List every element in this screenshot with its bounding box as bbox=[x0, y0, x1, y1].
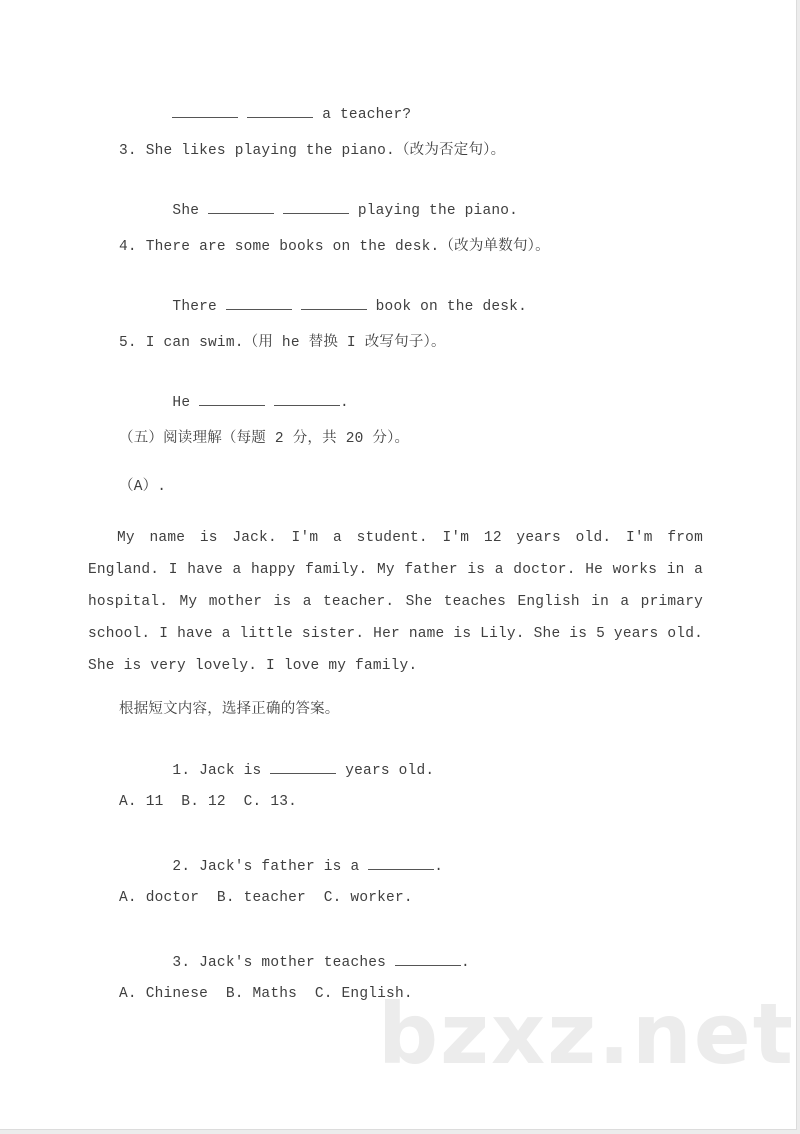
answer-blank[interactable] bbox=[283, 202, 349, 214]
q2-answer-text: a teacher? bbox=[313, 107, 412, 123]
answer-blank[interactable] bbox=[247, 106, 313, 118]
answer-blank[interactable] bbox=[226, 298, 292, 310]
q4-answer-suffix: book on the desk. bbox=[366, 299, 527, 315]
answer-blank[interactable] bbox=[301, 298, 367, 310]
answer-blank[interactable] bbox=[208, 202, 274, 214]
reading-instruction: 根据短文内容，选择正确的答案。 bbox=[119, 702, 340, 718]
answer-blank[interactable] bbox=[270, 762, 336, 774]
question-3-rewrite: 3. She likes playing the piano.（改为否定句）。 bbox=[119, 143, 506, 159]
reading-question-2-options: A. doctor B. teacher C. worker. bbox=[119, 890, 413, 906]
question-stem-end: years old. bbox=[336, 763, 435, 779]
reading-question-2 bbox=[119, 842, 443, 891]
q2-answer-line bbox=[119, 90, 411, 139]
question-stem: 2. Jack's father is a bbox=[172, 859, 369, 875]
answer-blank[interactable] bbox=[199, 394, 265, 406]
q5-answer-prefix: He bbox=[172, 395, 200, 411]
reading-question-1-options: A. 11 B. 12 C. 13. bbox=[119, 794, 298, 810]
q3-answer-line bbox=[119, 186, 518, 235]
reading-question-3-options: A. Chinese B. Maths C. English. bbox=[119, 986, 413, 1002]
answer-blank[interactable] bbox=[368, 858, 434, 870]
q4-answer-line bbox=[119, 282, 527, 331]
answer-blank[interactable] bbox=[172, 106, 238, 118]
reading-question-3 bbox=[119, 938, 470, 987]
answer-blank[interactable] bbox=[274, 394, 340, 406]
reading-question-1 bbox=[119, 746, 434, 795]
question-5-rewrite: 5. I can swim.（用 he 替换 I 改写句子）。 bbox=[119, 335, 446, 351]
question-stem-end: . bbox=[434, 859, 444, 875]
q5-answer-line bbox=[119, 378, 349, 427]
section-heading: （五）阅读理解（每题 2 分，共 20 分）。 bbox=[119, 431, 410, 447]
question-stem: 3. Jack's mother teaches bbox=[172, 955, 395, 971]
q3-answer-suffix: playing the piano. bbox=[348, 203, 519, 219]
q5-answer-suffix: . bbox=[340, 395, 349, 411]
watermark: bzxz.net bbox=[378, 985, 795, 1083]
question-4-rewrite: 4. There are some books on the desk.（改为单数句）。 bbox=[119, 239, 550, 255]
question-stem: 1. Jack is bbox=[172, 763, 271, 779]
answer-blank[interactable] bbox=[395, 954, 461, 966]
subsection-label: （A）. bbox=[119, 479, 167, 495]
q4-answer-prefix: There bbox=[172, 299, 226, 315]
question-stem-end: . bbox=[460, 955, 470, 971]
q3-answer-prefix: She bbox=[172, 203, 209, 219]
reading-passage: My name is Jack. I'm a student. I'm 12 years old. I'm from England. I have a happy family. My father is a doctor. He works in a hospital. My mother is a teacher. She teaches English in a primary school. I have a little sister. Her name is Lily. She is 5 years old. She is very lovely. I love my family. bbox=[88, 530, 703, 674]
